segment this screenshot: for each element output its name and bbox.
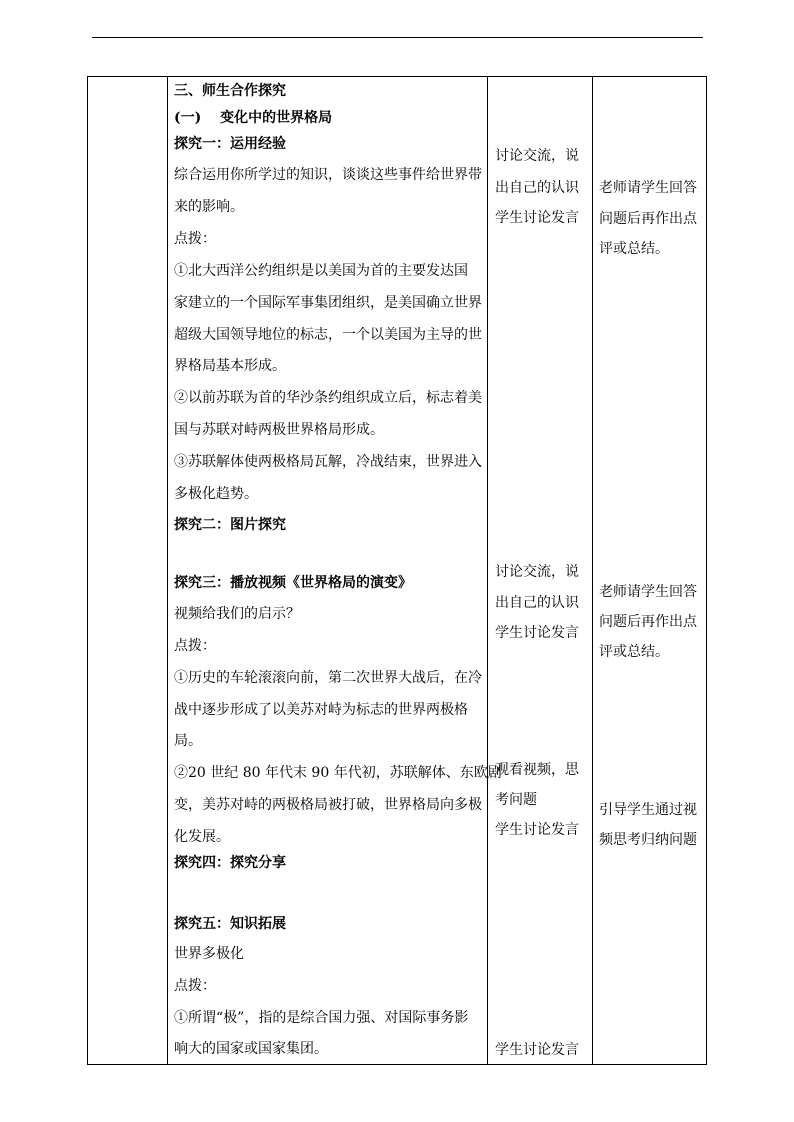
student-activity-line: 出自己的认识 — [495, 180, 579, 196]
section-heading: 三、师生合作探究 — [174, 83, 286, 99]
student-activity-line: 学生讨论发言 — [495, 822, 579, 838]
student-activity-line: 学生讨论发言 — [495, 1042, 579, 1058]
content-line: 超级大国领导地位的标志，一个以美国为主导的世 — [174, 327, 482, 343]
inquiry-heading: 探究二：图片探究 — [174, 517, 286, 533]
content-line: 视频给我们的启示？ — [174, 606, 300, 622]
content-line: ②20 世纪 80 年代末 90 年代初，苏联解体、东欧剧 — [174, 765, 502, 781]
inquiry-heading: 探究一：运用经验 — [174, 136, 286, 152]
teacher-guidance-column — [599, 77, 705, 1064]
header-rule — [92, 37, 703, 38]
column-divider — [592, 77, 593, 1064]
inquiry-heading: 探究五：知识拓展 — [174, 916, 286, 932]
content-line: 世界多极化 — [174, 946, 244, 962]
teacher-guidance-line: 评或总结。 — [599, 644, 669, 660]
content-line: ①历史的车轮滚滚向前，第二次世界大战后，在冷 — [174, 670, 482, 686]
content-line: 多极化趋势。 — [174, 486, 258, 502]
content-line: 点拨： — [174, 231, 216, 247]
content-line: 界格局基本形成。 — [174, 358, 286, 374]
student-activity-line: 讨论交流，说 — [495, 148, 579, 164]
teacher-guidance-line: 问题后再作出点 — [599, 614, 697, 630]
teacher-guidance-line: 频思考归纳问题 — [599, 832, 697, 848]
teacher-guidance-line: 引导学生通过视 — [599, 802, 697, 818]
content-line: 来的影响。 — [174, 199, 244, 215]
lesson-table — [87, 76, 707, 1065]
teaching-content-column — [174, 77, 502, 1064]
content-line: 家建立的一个国际军事集团组织，是美国确立世界 — [174, 295, 482, 311]
column-divider — [487, 77, 488, 1064]
inquiry-heading: 探究三：播放视频《世界格局的演变》 — [174, 575, 412, 591]
content-line: 变，美苏对峙的两极格局被打破，世界格局向多极 — [174, 797, 482, 813]
teacher-guidance-line: 问题后再作出点 — [599, 211, 697, 227]
teacher-guidance-line: 老师请学生回答 — [599, 180, 697, 196]
student-activity-line: 考问题 — [495, 792, 537, 808]
column-divider — [167, 77, 168, 1064]
content-line: ③苏联解体使两极格局瓦解，冷战结束，世界进入 — [174, 454, 482, 470]
content-line: ②以前苏联为首的华沙条约组织成立后，标志着美 — [174, 390, 482, 406]
content-line: 国与苏联对峙两极世界格局形成。 — [174, 422, 384, 438]
teacher-guidance-line: 评或总结。 — [599, 241, 669, 257]
student-activity-line: 讨论交流，说 — [495, 564, 579, 580]
content-line: 综合运用你所学过的知识，谈谈这些事件给世界带 — [174, 167, 482, 183]
student-activity-line: 观看视频，思 — [495, 762, 579, 778]
student-activity-line: 学生讨论发言 — [495, 625, 579, 641]
content-line: 响大的国家或国家集团。 — [174, 1041, 328, 1057]
student-activity-column — [495, 77, 589, 1064]
content-line: ①所谓“极”，指的是综合国力强、对国际事务影 — [174, 1010, 469, 1026]
content-line: 点拨： — [174, 638, 216, 654]
teacher-guidance-line: 老师请学生回答 — [599, 584, 697, 600]
content-line: 战中逐步形成了以美苏对峙为标志的世界两极格 — [174, 702, 468, 718]
content-line: ①北大西洋公约组织是以美国为首的主要发达国 — [174, 263, 468, 279]
content-line: 化发展。 — [174, 829, 230, 845]
content-line: 局。 — [174, 733, 202, 749]
inquiry-heading: 探究四：探究分享 — [174, 855, 286, 871]
content-line: 点拨： — [174, 978, 216, 994]
student-activity-line: 出自己的认识 — [495, 595, 579, 611]
student-activity-line: 学生讨论发言 — [495, 210, 579, 226]
subsection-heading: (一) 变化中的世界格局 — [174, 110, 333, 126]
